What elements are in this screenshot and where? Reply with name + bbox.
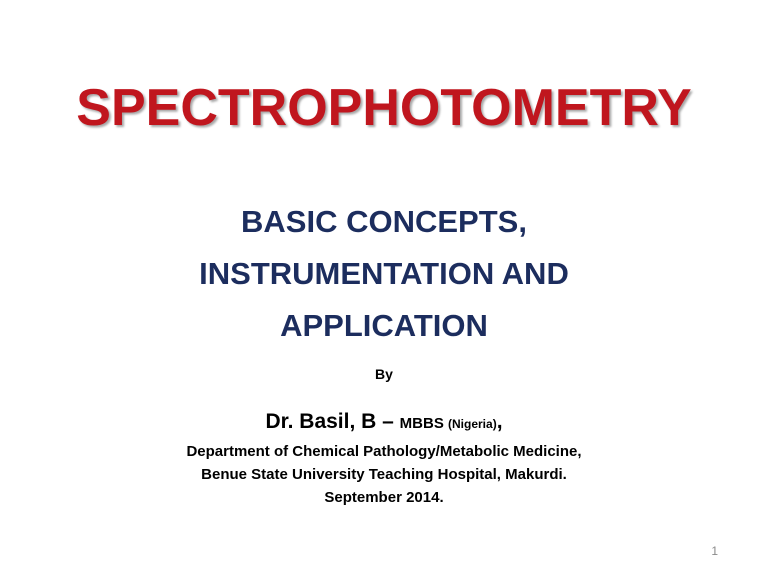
- slide-subtitle: [0, 196, 768, 352]
- by-label: By: [375, 366, 393, 382]
- page-number: 1: [711, 544, 718, 558]
- subtitle-line: INSTRUMENTATION AND: [199, 256, 569, 291]
- affiliation-hospital: Benue State University Teaching Hospital, Makurdi.: [201, 466, 567, 483]
- author-name: Dr. Basil, B –: [265, 410, 400, 433]
- affiliation-department: Department of Chemical Pathology/Metabolic Medicine,: [186, 443, 582, 460]
- affiliation-date: September 2014.: [324, 489, 444, 506]
- subtitle-line: BASIC CONCEPTS,: [241, 204, 527, 239]
- subtitle-line: APPLICATION: [280, 308, 488, 343]
- author-country: (Nigeria): [448, 417, 497, 431]
- author-comma: ,: [496, 410, 503, 433]
- author-degree: MBBS: [399, 415, 449, 432]
- author-line: [0, 410, 768, 434]
- slide-title: SPECTROPHOTOMETRY: [76, 79, 692, 137]
- affiliation: [0, 440, 768, 509]
